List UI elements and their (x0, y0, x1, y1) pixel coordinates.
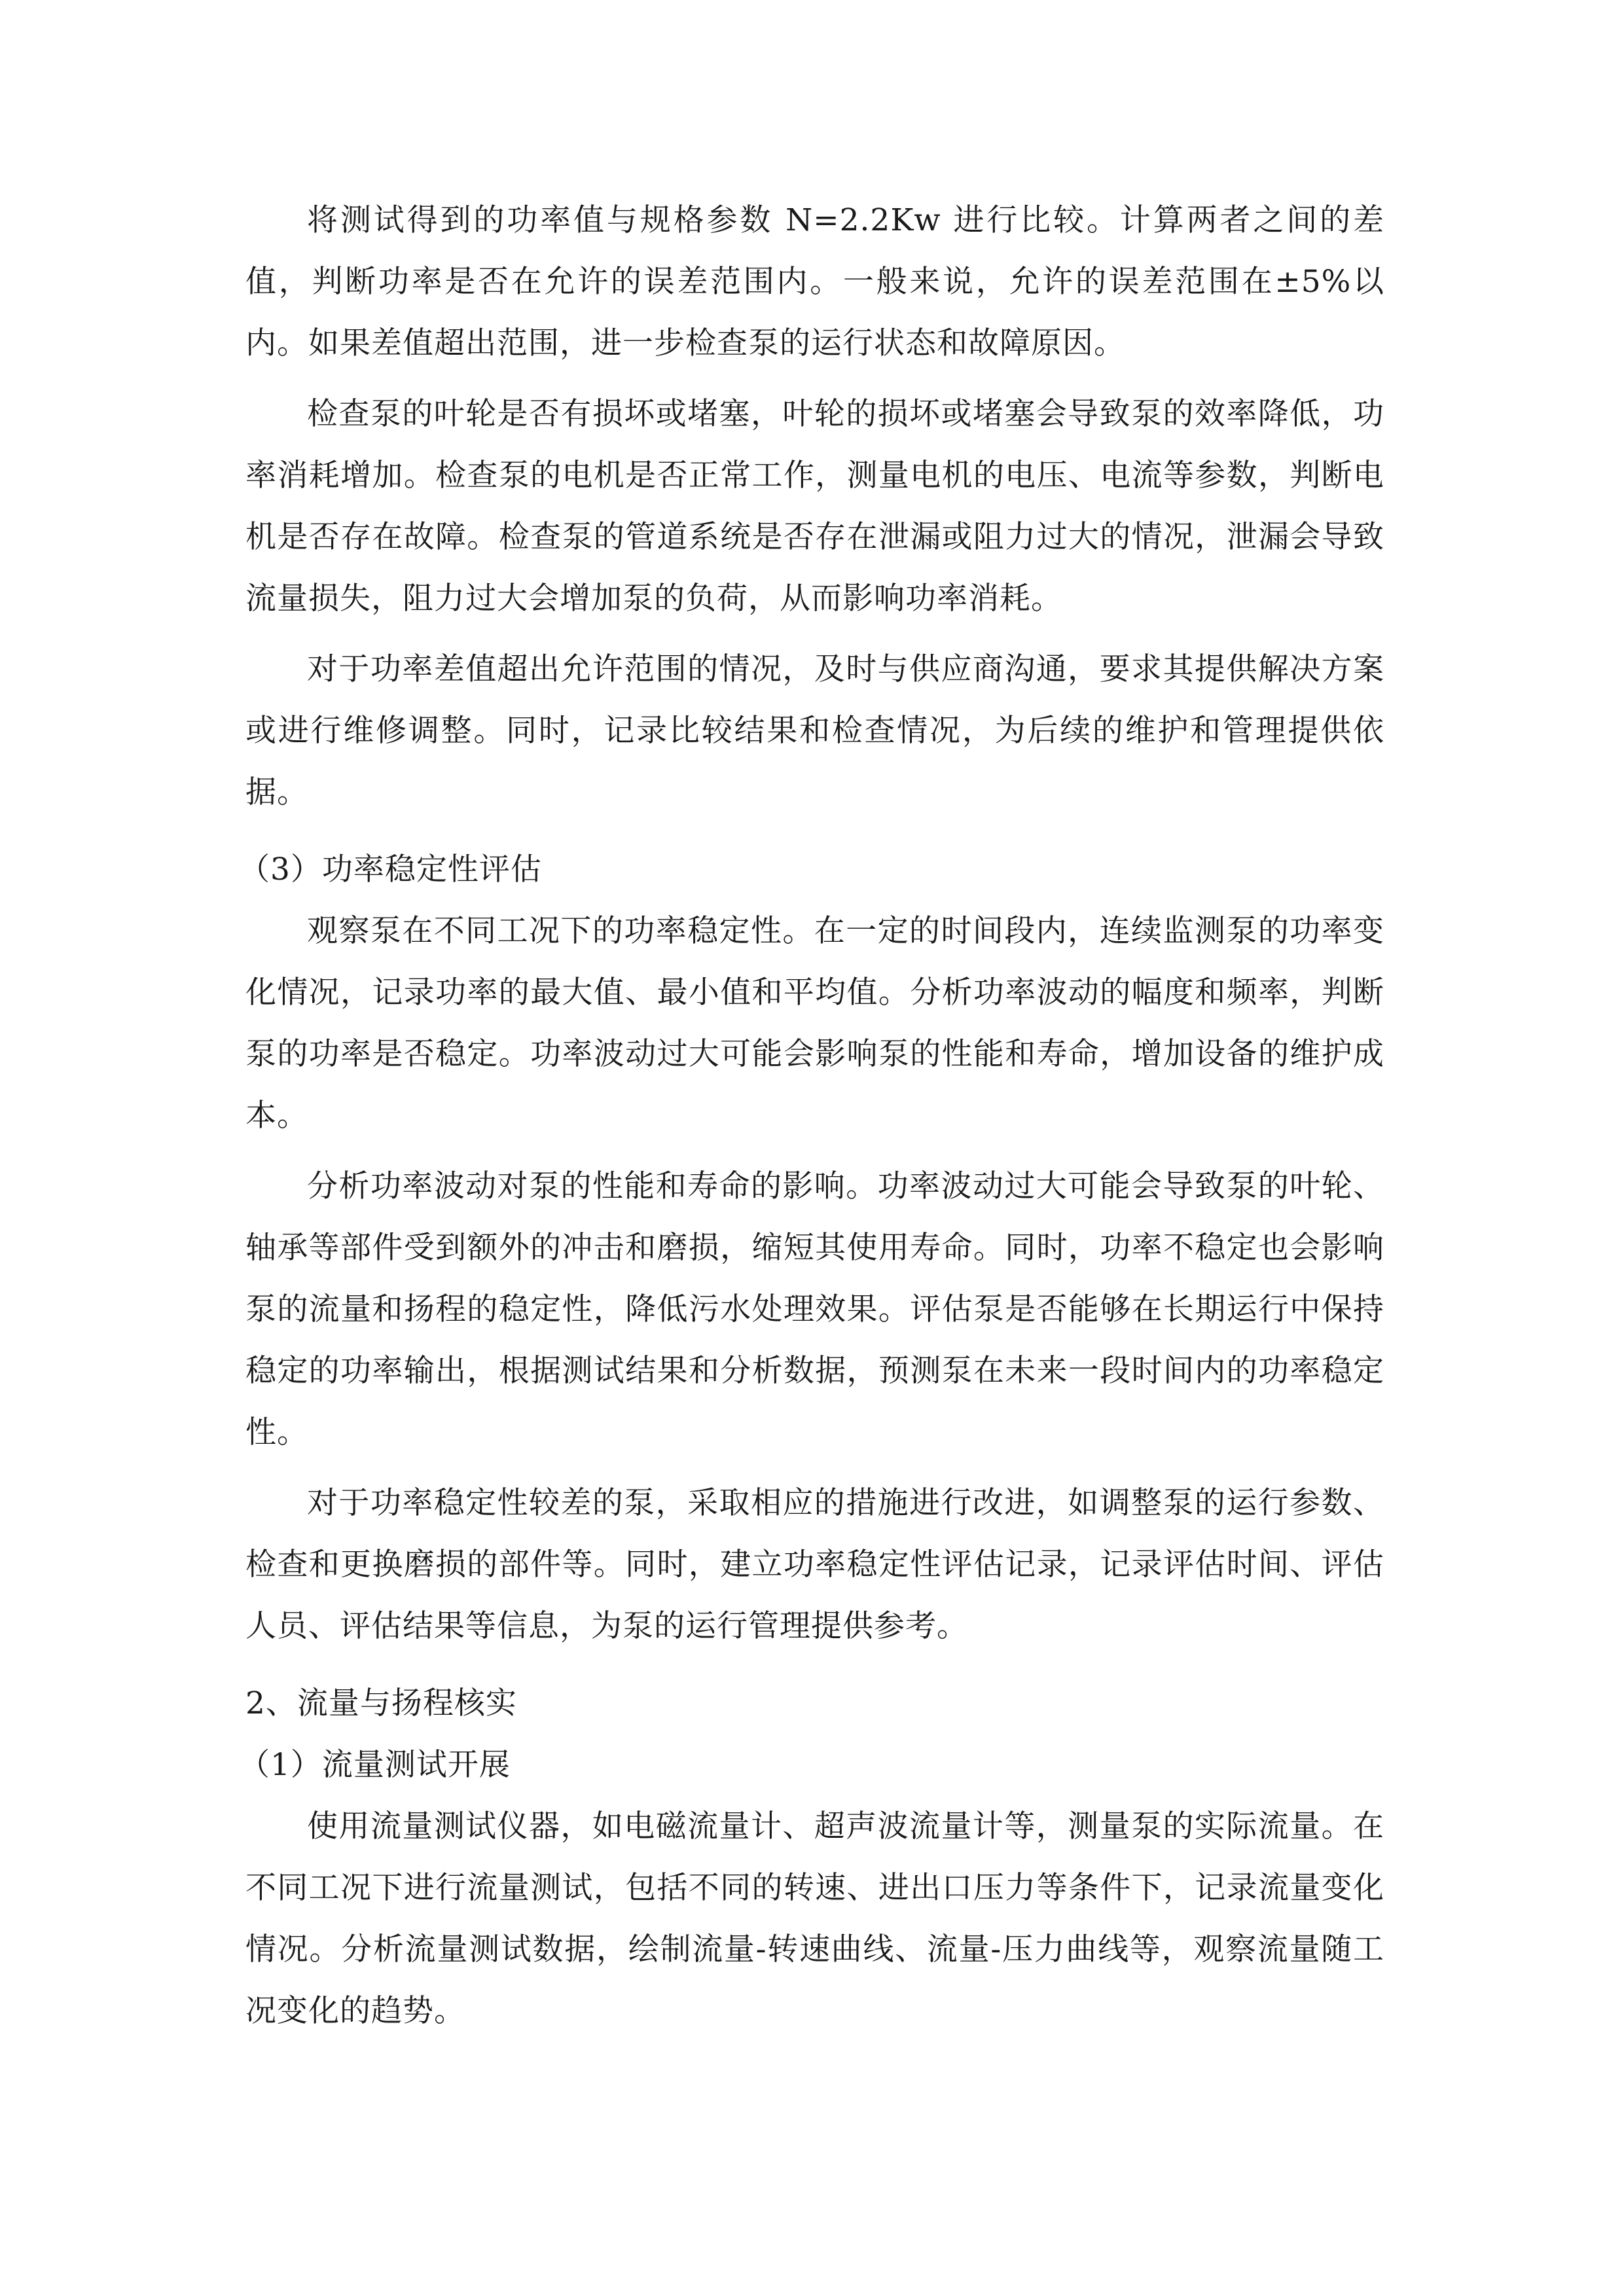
document-body (239, 190, 1384, 2042)
paragraph-flow-test: 使用流量测试仪器，如电磁流量计、超声波流量计等，测量泵的实际流量。在不同工况下进行流量测试，包括不同的转速、进出口压力等条件下，记录流量变化情况。分析流量测试数据，绘制流量-转速曲线、流量-压力曲线等，观察流量随工况变化的趋势。 (245, 1808, 1384, 2029)
paragraph-stability-improve: 对于功率稳定性较差的泵，采取相应的措施进行改进，如调整泵的运行参数、检查和更换磨损的部件等。同时，建立功率稳定性评估记录，记录评估时间、评估人员、评估结果等信息，为泵的运行管理提供参考。 (245, 1485, 1384, 1644)
paragraph-stability-observe: 观察泵在不同工况下的功率稳定性。在一定的时间段内，连续监测泵的功率变化情况，记录功率的最大值、最小值和平均值。分析功率波动的幅度和频率，判断泵的功率是否稳定。功率波动过大可能会影响泵的性能和寿命，增加设备的维护成本。 (245, 913, 1384, 1134)
subheading-power-stability: （3）功率稳定性评估 (239, 852, 542, 888)
heading-flow-head-verification: 2、流量与扬程核实 (245, 1685, 517, 1721)
paragraph-power-comparison: 将测试得到的功率值与规格参数 N=2.2Kw 进行比较。计算两者之间的差值，判断功率是否在允许的误差范围内。一般来说，允许的误差范围在±5%以内。如果差值超出范围，进一步检查泵的运行状态和故障原因。 (245, 202, 1384, 361)
paragraph-supplier-contact: 对于功率差值超出允许范围的情况，及时与供应商沟通，要求其提供解决方案或进行维修调整。同时，记录比较结果和检查情况，为后续的维护和管理提供依据。 (245, 651, 1384, 810)
paragraph-impeller-check: 检查泵的叶轮是否有损坏或堵塞，叶轮的损坏或堵塞会导致泵的效率降低，功率消耗增加。检查泵的电机是否正常工作，测量电机的电压、电流等参数，判断电机是否存在故障。检查泵的管道系统是否存在泄漏或阻力过大的情况，泄漏会导致流量损失，阻力过大会增加泵的负荷，从而影响功率消耗。 (245, 396, 1384, 617)
subheading-flow-test: （1）流量测试开展 (239, 1747, 511, 1783)
paragraph-fluctuation-impact: 分析功率波动对泵的性能和寿命的影响。功率波动过大可能会导致泵的叶轮、轴承等部件受到额外的冲击和磨损，缩短其使用寿命。同时，功率不稳定也会影响泵的流量和扬程的稳定性，降低污水处理效果。评估泵是否能够在长期运行中保持稳定的功率输出，根据测试结果和分析数据，预测泵在未来一段时间内的功率稳定性。 (245, 1168, 1384, 1450)
